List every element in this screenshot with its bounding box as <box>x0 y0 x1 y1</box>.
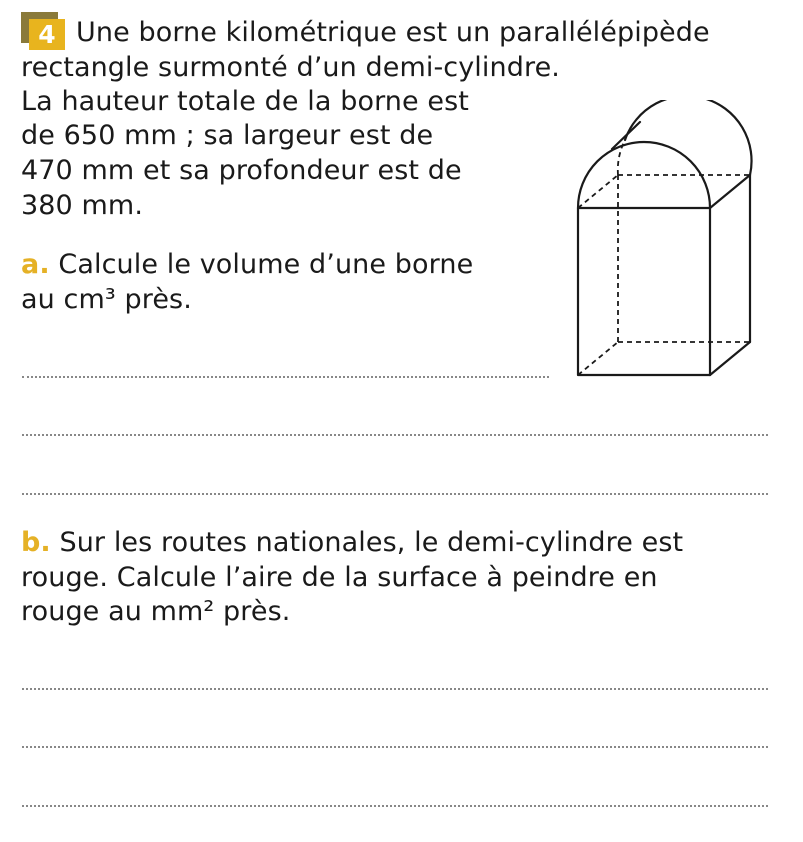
answer-line-b-1[interactable] <box>22 688 768 690</box>
exercise-number: 4 <box>29 19 65 50</box>
part-a-line-1 <box>21 248 473 282</box>
intro-line-3: La hauteur totale de la borne est <box>21 86 469 117</box>
intro-line-6: 380 mm. <box>21 190 144 221</box>
hidden-bottom-left-edge <box>578 342 618 375</box>
part-b-line-3: rouge au mm² près. <box>21 596 291 627</box>
answer-line-a-2[interactable] <box>22 434 768 436</box>
answer-line-a-1[interactable] <box>22 376 549 378</box>
part-b-line-2: rouge. Calcule l’aire de la surface à peindre en <box>21 562 658 593</box>
front-face <box>578 208 710 375</box>
intro-line-2: rectangle surmonté d’un demi-cylindre. <box>21 52 560 83</box>
intro-line-4: de 650 mm ; sa largeur est de <box>21 120 434 151</box>
intro-line-5: 470 mm et sa profondeur est de <box>21 155 462 186</box>
part-b-text-1: Sur les routes nationales, le demi-cylindre est <box>59 527 684 558</box>
bottom-right-edge <box>710 342 750 375</box>
answer-line-b-3[interactable] <box>22 805 768 807</box>
part-a-line-2: au cm³ près. <box>21 284 192 315</box>
answer-line-a-3[interactable] <box>22 493 768 495</box>
borne-kilometrique-figure <box>570 100 760 385</box>
top-right-edge <box>710 175 750 208</box>
part-b-label: b. <box>21 527 51 558</box>
part-a-label: a. <box>21 249 50 280</box>
exercise-number-badge <box>21 12 65 50</box>
intro-line-1: Une borne kilométrique est un parallélépipède <box>76 17 710 48</box>
part-a-text-1: Calcule le volume d’une borne <box>58 249 474 280</box>
back-half-circle <box>625 100 752 175</box>
answer-line-b-2[interactable] <box>22 746 768 748</box>
part-b-line-1 <box>21 526 683 560</box>
